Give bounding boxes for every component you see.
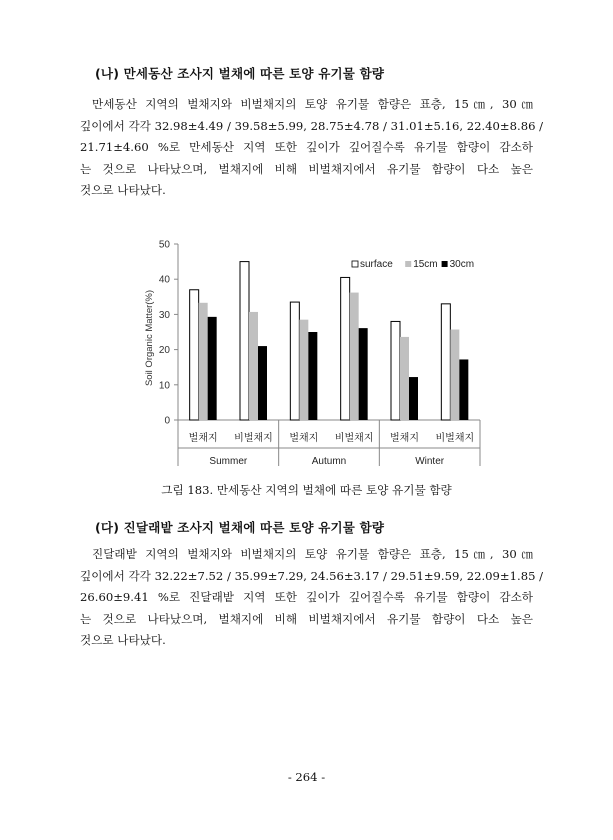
category-label: 비벌채지: [234, 433, 273, 444]
paragraph-line: 것으로 나타났다.: [80, 633, 166, 648]
bar-15cm: [299, 320, 308, 420]
legend-label-surface: surface: [360, 259, 393, 270]
bar-30cm: [208, 317, 217, 420]
bar-15cm: [400, 337, 409, 420]
bar-surface: [290, 302, 299, 420]
bar-15cm: [350, 293, 359, 420]
paragraph-line: 26.60±9.41 %로 진달래밭 지역 또한 깊이가 깊어질수록 유기물 함량이 감소하: [80, 590, 533, 605]
paragraph-line: 깊이에서 각각 32.98±4.49 / 39.58±5.99, 28.75±4.78 / 31.01±5.16, 22.40±8.86 /: [80, 118, 544, 133]
category-label: 비벌채지: [334, 433, 374, 444]
bar-30cm: [258, 346, 267, 420]
y-tick-label: 30: [158, 309, 170, 321]
section-heading-mansedongsan: (나) 만세동산 조사지 벌채에 따른 토양 유기물 함량: [95, 66, 385, 81]
legend-swatch-surface: [352, 261, 358, 267]
y-tick-label: 40: [158, 274, 170, 286]
page-number: - 264 -: [287, 770, 326, 784]
paragraph-line: 만세동산 지역의 벌채지와 비벌채지의 토양 유기물 함량은 표층, 15㎝, 30㎝: [92, 97, 533, 111]
section-heading-jindallaebat: (다) 진달래밭 조사지 벌채에 따른 토양 유기물 함량: [95, 520, 385, 535]
bar-surface: [441, 304, 450, 420]
legend-swatch-15cm: [405, 261, 411, 267]
bar-surface: [341, 277, 350, 420]
legend-label-30cm: 30cm: [449, 259, 475, 270]
paragraph-mansedongsan: [80, 94, 544, 202]
y-tick-label: 0: [164, 415, 170, 427]
paragraph-jindallaebat: [80, 544, 544, 652]
y-axis-title: Soil Organic Matter(%): [144, 289, 155, 387]
legend-label-15cm: 15cm: [413, 259, 438, 270]
bar-surface: [240, 262, 249, 420]
paragraph-line: 는 것으로 나타났으며, 벌채지에 비해 비벌채지에서 유기물 함량이 다소 높은: [80, 611, 533, 626]
soil-organic-matter-chart: [140, 232, 500, 472]
bar-30cm: [459, 359, 468, 420]
bar-surface: [190, 290, 199, 420]
category-label: 벌채지: [188, 433, 218, 444]
bar-15cm: [450, 330, 459, 420]
paragraph-line: 21.71±4.60 %로 만세동산 지역 또한 깊이가 깊어질수록 유기물 함량이 감소하: [80, 140, 533, 155]
bar-30cm: [359, 328, 368, 420]
paragraph-line: 것으로 나타났다.: [80, 183, 166, 198]
bar-30cm: [308, 332, 317, 420]
y-tick-label: 20: [158, 345, 170, 357]
paragraph-line: 깊이에서 각각 32.22±7.52 / 35.99±7.29, 24.56±3.17 / 29.51±9.59, 22.09±1.85 /: [80, 568, 544, 583]
legend-swatch-30cm: [442, 261, 448, 267]
bar-15cm: [249, 312, 258, 420]
figure-caption: 그림 183. 만세동산 지역의 벌채에 따른 토양 유기물 함량: [161, 483, 452, 497]
category-label: 벌채지: [390, 433, 419, 444]
y-tick-label: 10: [158, 380, 170, 392]
paragraph-line: 는 것으로 나타났으며, 벌채지에 비해 비벌채지에서 유기물 함량이 다소 높은: [80, 161, 533, 176]
y-tick-label: 50: [158, 239, 170, 251]
bar-30cm: [409, 377, 418, 420]
bar-15cm: [199, 303, 208, 420]
paragraph-line: 진달래밭 지역의 벌채지와 비벌채지의 토양 유기물 함량은 표층, 15㎝, 30㎝: [92, 547, 533, 561]
category-label: 벌채지: [289, 433, 319, 444]
bar-surface: [391, 321, 400, 420]
group-label: Winter: [415, 456, 445, 467]
group-label: Autumn: [311, 456, 347, 467]
group-label: Summer: [209, 456, 248, 467]
category-label: 비벌채지: [435, 433, 475, 444]
